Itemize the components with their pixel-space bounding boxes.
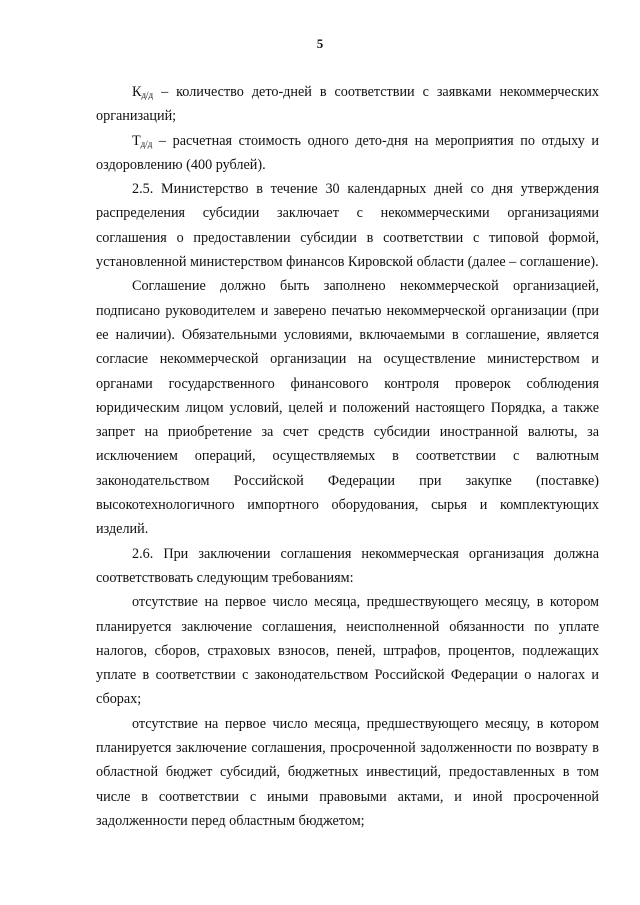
variable-t: $Т_{д/д}$ bbox=[132, 132, 153, 149]
requirement-no-tax-debt: отсутствие на первое число месяца, предшествующего месяцу, в котором планируется заключение соглашения, неисполненной обязанности по уплате налогов, сборов, страховых взносов, пеней, штрафов, процентов, подлежащих уплате в соответствии с законодательством Российской Федерации о налогах и сборах; bbox=[96, 594, 599, 708]
requirement-no-budget-debt: отсутствие на первое число месяца, предшествующего месяцу, в котором планируется заключение соглашения, просроченной задолженности по возврату в областной бюджет субсидий, бюджетных инвестиций, предоставленных в том числе в соответствии с иными правовыми актами, и иной просроченной задолженности перед областным бюджетом; bbox=[96, 715, 599, 829]
paragraph-k-definition bbox=[96, 80, 599, 129]
paragraph-t-definition bbox=[96, 129, 599, 178]
paragraph-text: – количество дето-дней в соответствии с заявками некоммерческих организаций; bbox=[96, 84, 599, 125]
paragraph-text: – расчетная стоимость одного дето-дня на мероприятия по отдыху и оздоровлению (400 рублей). bbox=[96, 132, 599, 173]
paragraph-2-6: 2.6. При заключении соглашения некоммерческая организация должна соответствовать следующим требованиям: bbox=[96, 545, 599, 586]
variable-k: $К_{д/д}$ bbox=[132, 84, 154, 100]
page-number: 5 bbox=[316, 36, 324, 51]
paragraph-agreement-conditions: Соглашение должно быть заполнено некоммерческой организацией, подписано руководителем и заверено печатью некоммерческой организации (при ее наличии). Обязательными условиями, включаемыми в соглашение, является согласие некоммерческой организации на осуществление министерством и органами государственного финансового контроля проверок соблюдения юридическим лицом условий, целей и положений настоящего Порядка, а также запрет на приобретение за счет средств субсидии иностранной валюты, за исключением операций, осуществляемых в соответствии с валютным законодательством Российской Федерации при закупке (поставке) высокотехнологичного импортного оборудования, сырья и комплектующих изделий. bbox=[96, 278, 599, 538]
document-body bbox=[96, 80, 599, 833]
paragraph-2-5: 2.5. Министерство в течение 30 календарных дней со дня утверждения распределения субсидии заключает с некоммерческими организациями соглашения о предоставлении субсидии в соответствии с типовой формой, установленной министерством финансов Кировской области (далее – соглашение). bbox=[96, 181, 599, 271]
